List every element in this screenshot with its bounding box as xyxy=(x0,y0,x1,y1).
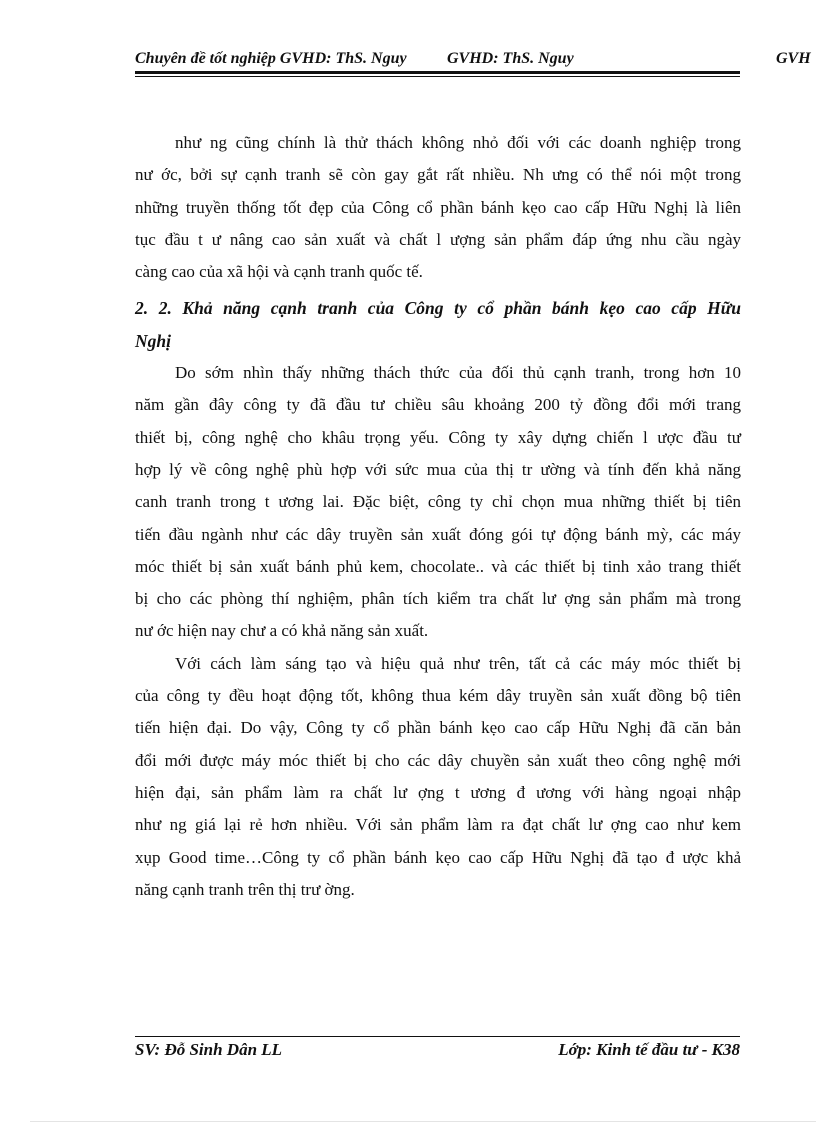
para2-line: hợp lý về công nghệ phù hợp với sức mua của thị tr ường và tính đến khả năng xyxy=(135,459,741,479)
para2-line: bị cho các phòng thí nghiệm, phân tích kiểm tra chất lư ợng sản phẩm mà trong xyxy=(135,589,741,609)
para2-line: thiết bị, công nghệ cho khâu trọng yếu. Công ty xây dựng chiến l ược đầu tư xyxy=(135,427,741,447)
para1-line: càng cao của xã hội và cạnh tranh quốc tế. xyxy=(135,262,423,282)
header-left-text: Chuyên đề tốt nghiệp GVHD: ThS. Nguy xyxy=(135,50,407,67)
para3-line: Với cách làm sáng tạo và hiệu quả như trên, tất cả các máy móc thiết bị xyxy=(175,653,741,673)
paragraph-2 xyxy=(135,357,741,648)
paragraph-1 xyxy=(135,127,741,288)
para2-line: móc thiết bị sản xuất bánh phủ kem, chocolate.. và các thiết bị tinh xảo trang thiết xyxy=(135,556,741,576)
para2-line: canh tranh trong t ương lai. Đặc biệt, công ty chỉ chọn mua những thiết bị tiên xyxy=(135,492,741,512)
para3-line: của công ty đều hoạt động tốt, không thua kém dây truyền sản xuất đồng bộ tiên xyxy=(135,686,741,706)
footer-student: SV: Đỗ Sinh Dân LL xyxy=(135,1040,283,1059)
page-bottom-edge xyxy=(30,1121,816,1122)
heading-line: Nghị xyxy=(135,330,171,351)
heading-line: 2. 2. Khả năng cạnh tranh của Công ty cổ phần bánh kẹo cao cấp Hữu xyxy=(135,298,741,319)
para3-line: xụp Good time…Công ty cổ phần bánh kẹo cao cấp Hữu Nghị đã tạo đ ược khả xyxy=(135,847,741,867)
header-right-text: GVH xyxy=(776,50,811,67)
para1-line: nư ớc, bởi sự cạnh tranh sẽ còn gay gắt rất nhiều. Nh ưng có thể nói một trong xyxy=(135,165,741,185)
para2-line: tiến đầu ngành như các dây truyền sản xuất đóng gói tự động bánh mỳ, các máy xyxy=(135,524,741,544)
para3-line: tiến hiện đại. Do vậy, Công ty cổ phần bánh kẹo cao cấp Hữu Nghị đã căn bản xyxy=(135,718,741,738)
para1-line: như ng cũng chính là thử thách không nhỏ đối với các doanh nghiệp trong xyxy=(175,133,741,152)
section-heading xyxy=(135,292,741,357)
para3-line: như ng giá lại rẻ hơn nhiều. Với sản phẩm làm ra đạt chất lư ợng cao như kem xyxy=(135,815,741,835)
body-content xyxy=(135,127,741,906)
para3-line: hiện đại, sản phẩm làm ra chất lư ợng t ương đ ương với hàng ngoại nhập xyxy=(135,782,741,802)
para2-line: năm gần đây công ty đã đầu tư chiều sâu khoảng 200 tỷ đồng đổi mới trang xyxy=(135,395,741,415)
header-rule-thin xyxy=(135,76,740,77)
footer-class: Lớp: Kinh tế đầu tư - K38 xyxy=(558,1040,740,1059)
paragraph-3 xyxy=(135,648,741,906)
page-footer xyxy=(135,1040,740,1064)
header-overlap-text: GVHD: ThS. Nguy xyxy=(447,50,574,67)
para1-line: tục đầu t ư nâng cao sản xuất và chất l ượng sản phẩm đáp ứng nhu cầu ngày xyxy=(135,229,741,249)
para3-line: năng cạnh tranh trên thị trư ờng. xyxy=(135,879,355,899)
header-rule-thick xyxy=(135,71,740,74)
para3-line: đổi mới được máy móc thiết bị cho các dây chuyền sản xuất theo công nghệ mới xyxy=(135,750,741,770)
footer-rule xyxy=(135,1036,740,1037)
para2-line: nư ớc hiện nay chư a có khả năng sản xuất. xyxy=(135,621,429,641)
para2-line: Do sớm nhìn thấy những thách thức của đối thủ cạnh tranh, trong hơn 10 xyxy=(175,363,741,383)
para1-line: những truyền thống tốt đẹp của Công cổ phần bánh kẹo cao cấp Hữu Nghị là liên xyxy=(135,197,741,217)
